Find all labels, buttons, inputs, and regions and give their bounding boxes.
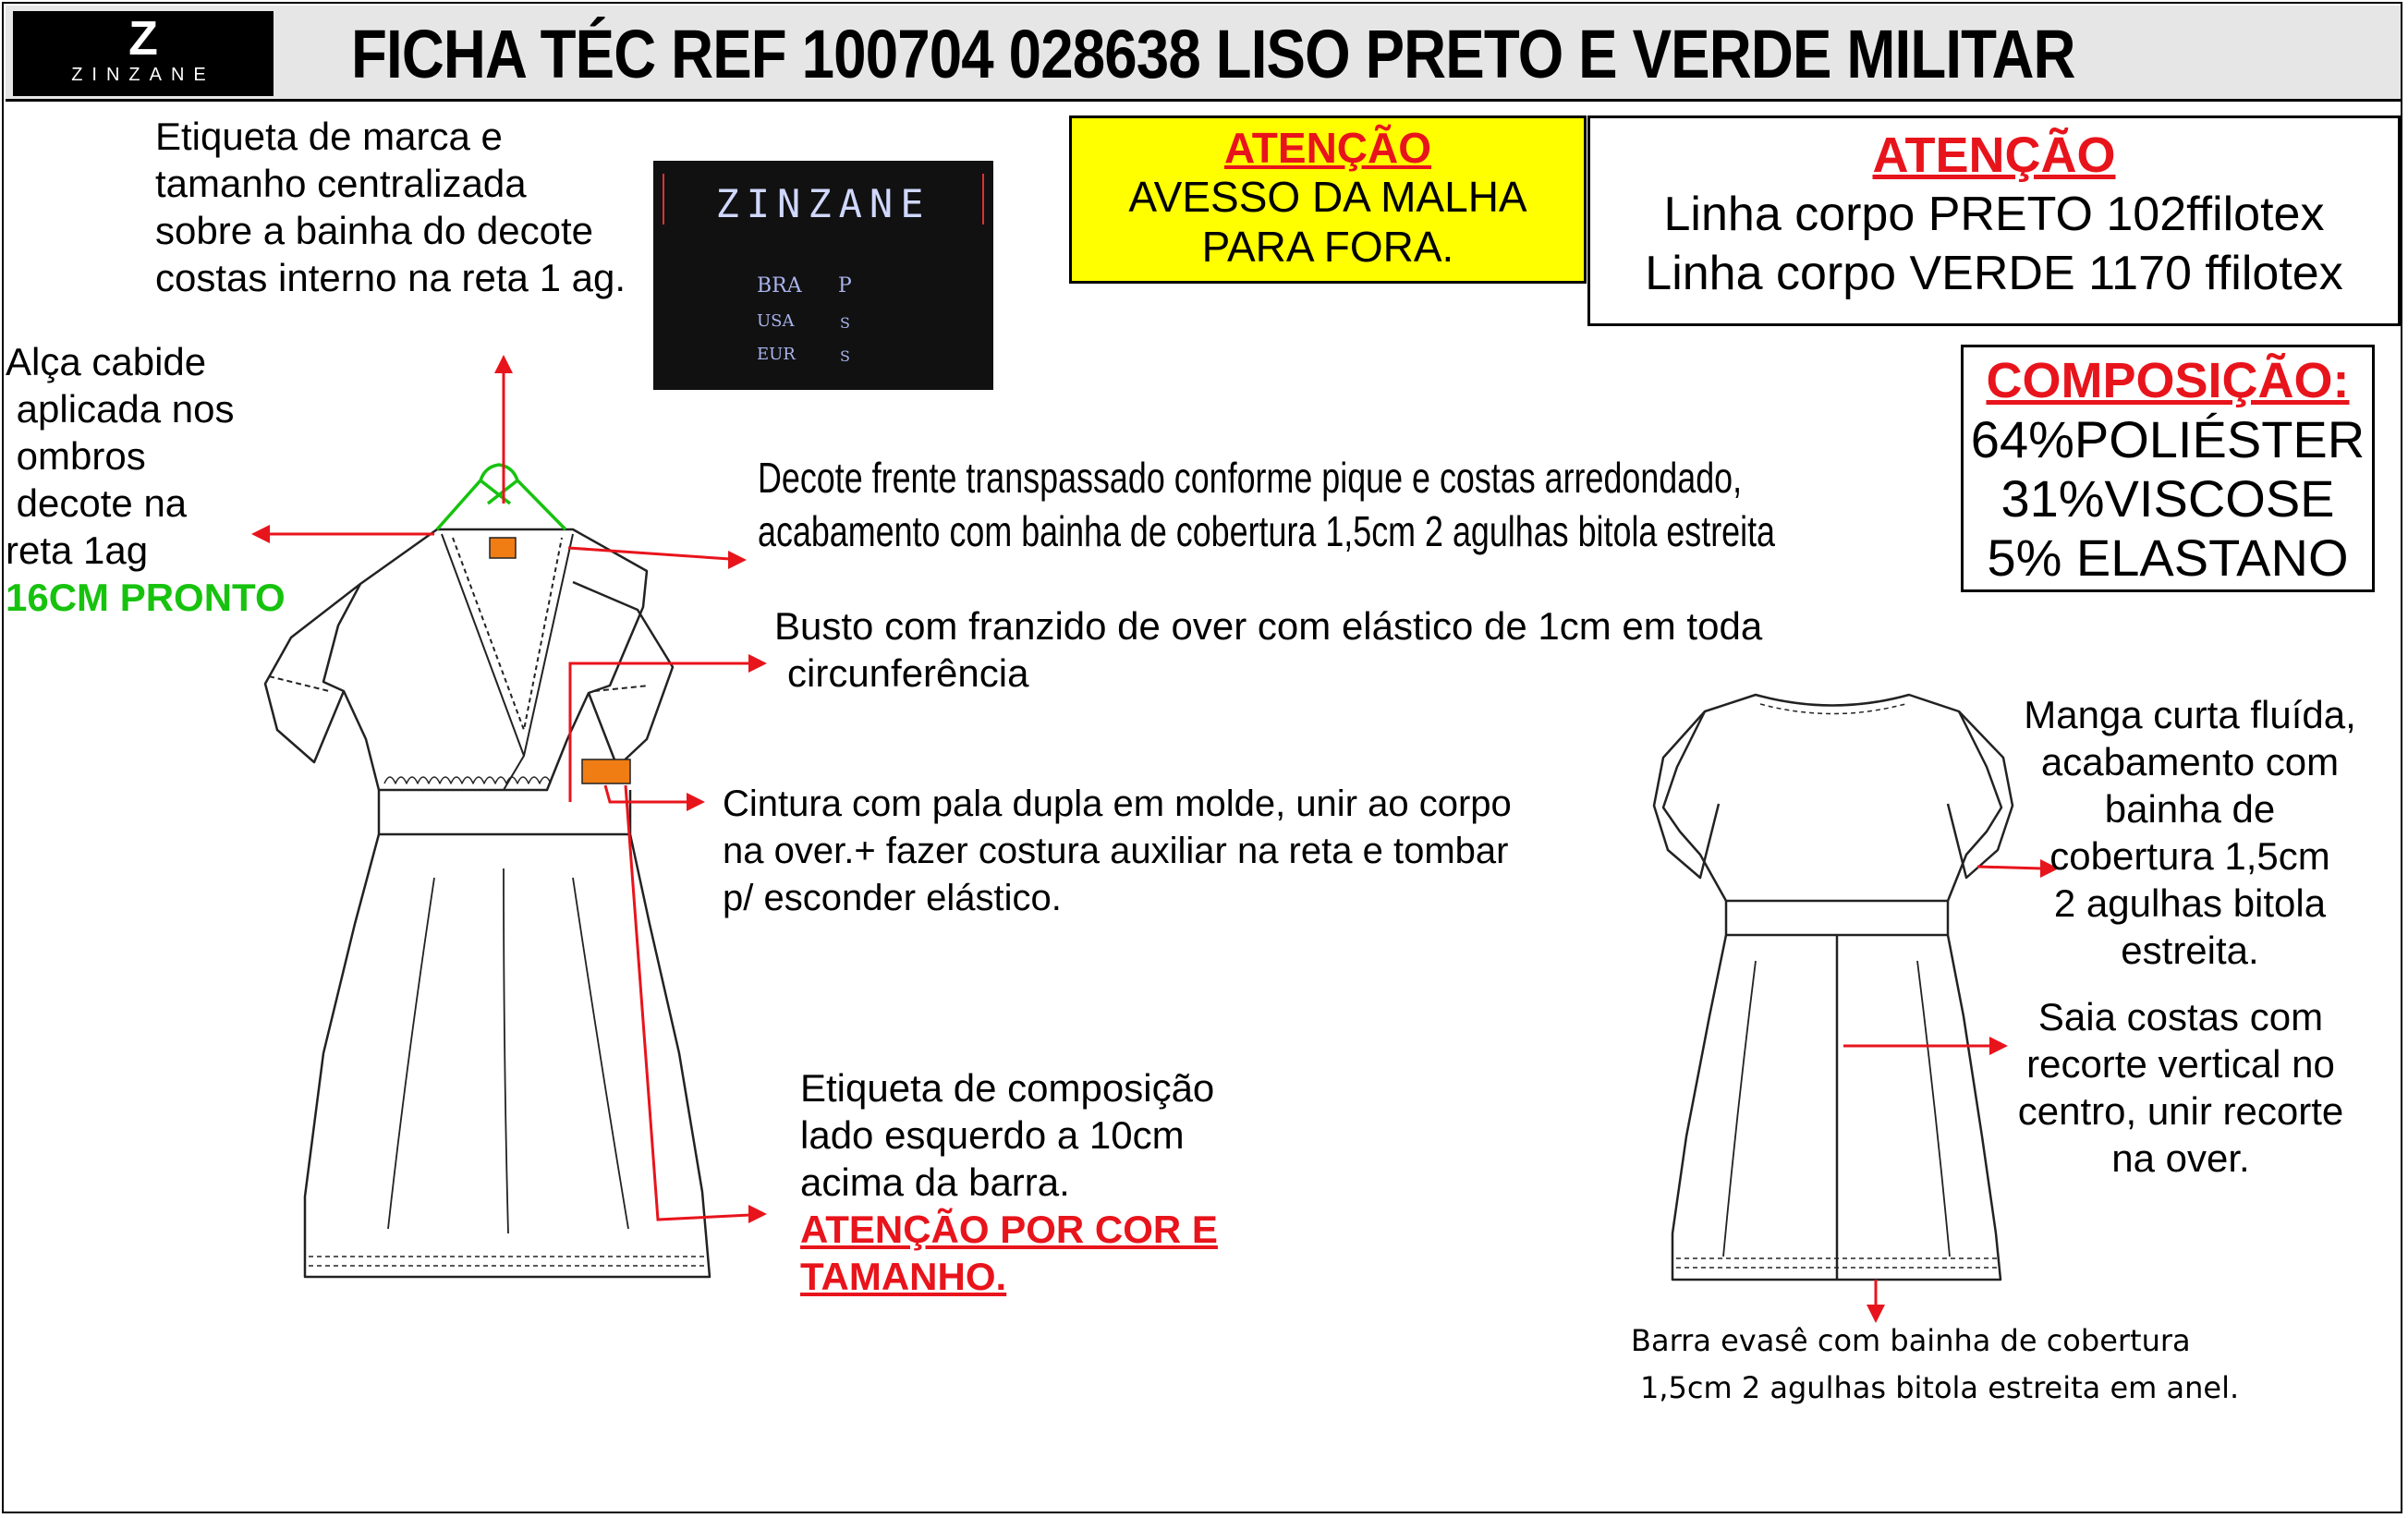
note-line: cobertura 1,5cm — [2049, 834, 2330, 878]
label-brand-text: ZINZANE — [715, 181, 931, 226]
front-sleeve-right — [573, 582, 673, 767]
note-line: circunferência — [787, 651, 1029, 695]
hanger-loop — [437, 465, 566, 529]
waist-note — [723, 781, 1512, 922]
back-bodice-outline — [1663, 695, 2001, 901]
label-country-2: USA — [757, 311, 795, 331]
note-line: Etiqueta de marca e — [155, 115, 503, 158]
logo-wordmark: ZINZANE — [71, 65, 215, 85]
thread-line: Linha corpo PRETO 102ffilotex — [1663, 188, 2325, 241]
back-sleeve-left — [1654, 711, 1719, 878]
note-line: acabamento com — [2040, 740, 2340, 783]
note-line: tamanho centralizada — [155, 162, 527, 205]
neckline-note — [758, 451, 1775, 558]
attention-line: PARA FORA. — [1201, 223, 1454, 271]
label-size-1: P — [838, 274, 852, 298]
hanger-note — [6, 338, 286, 621]
note-line: Busto com franzido de over com elástico de 1cm em toda — [774, 604, 1763, 648]
note-line: Alça cabide — [6, 340, 207, 383]
thread-line: Linha corpo VERDE 1170 ffilotex — [1645, 247, 2343, 300]
note-line: estreita. — [2121, 929, 2259, 972]
note-line: Decote frente transpassado conforme pique e costas arredondado, — [758, 454, 1743, 502]
front-bodice-outline — [323, 529, 647, 790]
note-line: Cintura com pala dupla em molde, unir ao corpo — [723, 783, 1512, 824]
sleeve-note — [1996, 691, 2384, 974]
arrow-waist — [605, 785, 688, 802]
warning-line: ATENÇÃO POR COR E — [800, 1208, 1218, 1251]
label-size-2: S — [840, 314, 850, 332]
arrow-composition-head — [748, 1205, 767, 1223]
note-line: acabamento com bainha de cobertura 1,5cm 2 agulhas bitola estreita — [758, 507, 1776, 555]
note-line: Etiqueta de composição — [800, 1066, 1215, 1110]
note-line: na over.+ fazer costura auxiliar na reta e tombar — [723, 831, 1509, 871]
front-gathers — [384, 777, 551, 783]
note-line: p/ esconder elástico. — [723, 878, 1062, 918]
note-line: 2 agulhas bitola — [2053, 881, 2327, 925]
attention-box-thread — [1587, 115, 2401, 326]
arrow-up-head — [494, 355, 513, 373]
page-title: FICHA TÉC REF 100704 028638 LISO PRETO E VERDE MILITAR — [351, 16, 2075, 92]
hanger-length-highlight: 16CM PRONTO — [6, 576, 286, 619]
brand-label-note — [155, 113, 626, 301]
note-line: reta 1ag — [6, 528, 149, 572]
arrow-bust-head — [748, 654, 767, 673]
note-line: costas interno na reta 1 ag. — [155, 256, 626, 299]
warning-line: TAMANHO — [800, 1255, 996, 1298]
front-sleeve-left-hem — [269, 676, 329, 691]
composition-heading: COMPOSIÇÃO: — [1986, 353, 2350, 408]
note-line: sobre a bainha do decote — [155, 209, 594, 252]
bust-note — [774, 602, 1762, 697]
brand-label-sample — [653, 161, 993, 390]
note-line: lado esquerdo a 10cm — [800, 1113, 1185, 1157]
composition-label-note — [800, 1064, 1218, 1300]
arrow-waist-head — [687, 793, 705, 811]
attention-line: AVESSO DA MALHA — [1128, 173, 1527, 221]
note-line: recorte vertical no — [2026, 1042, 2335, 1086]
note-line: aplicada nos — [6, 387, 235, 431]
composition-line: 5% ELASTANO — [1987, 528, 2349, 587]
back-skirt-note — [1996, 993, 2365, 1182]
hem-note — [1631, 1318, 2239, 1412]
note-line: centro, unir recorte — [2017, 1089, 2344, 1133]
note-line: na over. — [2111, 1136, 2250, 1180]
note-line: bainha de — [2104, 787, 2276, 831]
arrow-neckline-head — [728, 551, 747, 569]
note-line: ombros — [6, 434, 146, 478]
front-skirt-folds — [388, 868, 628, 1233]
warning-period: . — [995, 1255, 1007, 1298]
note-line: acima da barra. — [800, 1160, 1070, 1204]
label-size-3: S — [840, 347, 850, 365]
front-neckline-inner — [453, 538, 562, 730]
note-line: Barra evasê com bainha de cobertura — [1631, 1323, 2191, 1358]
arrow-neckline — [568, 548, 730, 559]
composition-box — [1961, 345, 2375, 592]
note-line: Saia costas com — [2037, 995, 2324, 1038]
thread-heading: ATENÇÃO — [1872, 128, 2116, 183]
label-country-1: BRA — [757, 274, 802, 298]
composition-label-marker — [582, 759, 630, 783]
brand-label-marker — [490, 538, 516, 558]
composition-line: 64%POLIÉSTER — [1970, 410, 2365, 468]
note-line: Manga curta fluída, — [2024, 693, 2356, 736]
label-country-3: EUR — [757, 345, 796, 364]
front-overlap — [504, 756, 524, 790]
front-hem-stitch — [309, 1257, 708, 1266]
attention-heading: ATENÇÃO — [1223, 124, 1432, 172]
note-line: decote na — [6, 481, 188, 525]
front-neckline — [442, 534, 573, 756]
composition-line: 31%VISCOSE — [2001, 469, 2335, 528]
logo-mark: Z — [128, 12, 158, 66]
note-line: 1,5cm 2 agulhas bitola estreita em anel. — [1640, 1370, 2240, 1405]
attention-box-yellow — [1069, 115, 1587, 284]
